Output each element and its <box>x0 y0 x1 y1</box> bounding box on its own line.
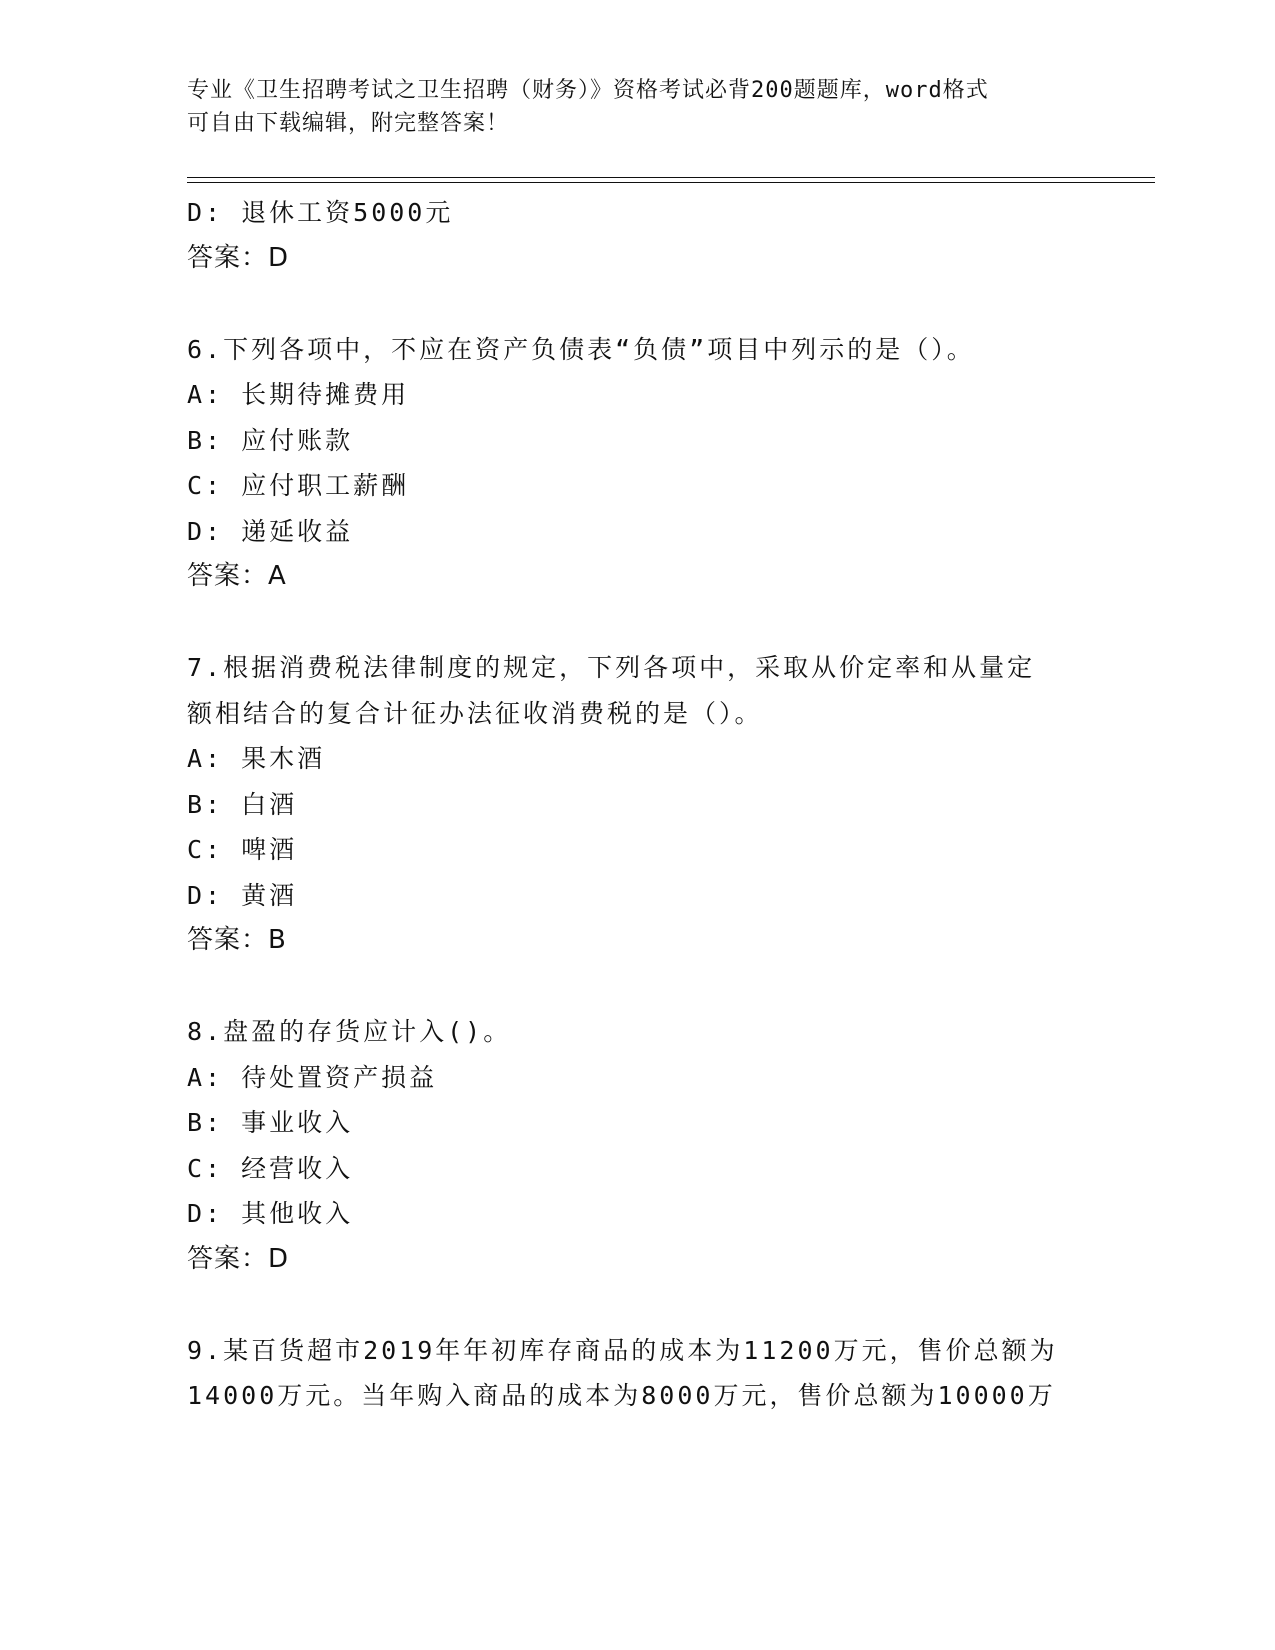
option-b: B: 应付账款 <box>187 425 354 455</box>
option-d: D: 其他收入 <box>187 1199 354 1228</box>
question-stem: 6.下列各项中，不应在资产负债表“负债”项目中列示的是（）。 <box>187 334 975 364</box>
header-line-2: 可自由下载编辑，附完整答案！ <box>187 111 510 136</box>
question-block-8 <box>187 1009 1087 1282</box>
option-c: C: 经营收入 <box>187 1153 354 1183</box>
option-a: A: 待处置资产损益 <box>187 1062 438 1092</box>
option-d: D: 黄酒 <box>187 880 298 910</box>
header-rule-top <box>187 177 1155 178</box>
question-block-6 <box>187 327 1087 600</box>
question-block-9 <box>187 1328 1087 1419</box>
spacer <box>187 964 1087 1010</box>
question-stem: 8.盘盈的存货应计入()。 <box>187 1017 512 1046</box>
spacer <box>187 600 1087 646</box>
answer-line: 答案：A <box>187 561 287 591</box>
document-body <box>187 190 1087 1419</box>
page-header <box>187 74 1087 140</box>
option-b: B: 白酒 <box>187 789 298 819</box>
option-a: A: 果木酒 <box>187 744 326 773</box>
answer-line: 答案：D <box>187 1243 290 1274</box>
option-d: D: 递延收益 <box>187 516 354 546</box>
answer-line: 答案：D <box>187 242 290 273</box>
answer-line: 答案：B <box>187 925 287 955</box>
option-a: A: 长期待摊费用 <box>187 380 410 409</box>
question-stem-line-1: 9.某百货超市2019年年初库存商品的成本为11200万元，售价总额为 <box>187 1335 1058 1365</box>
question-block-5 <box>187 190 1087 281</box>
option-d: D: 退休工资5000元 <box>187 198 454 227</box>
option-b: B: 事业收入 <box>187 1108 354 1137</box>
option-c: C: 应付职工薪酬 <box>187 471 410 500</box>
question-stem-line-1: 7.根据消费税法律制度的规定，下列各项中，采取从价定率和从量定 <box>187 653 1036 682</box>
question-block-7 <box>187 645 1087 964</box>
question-stem-line-2: 14000万元。当年购入商品的成本为8000万元，售价总额为10000万 <box>187 1381 1056 1410</box>
spacer <box>187 1282 1087 1328</box>
question-stem-line-2: 额相结合的复合计征办法征收消费税的是（）。 <box>187 698 763 728</box>
header-line-1: 专业《卫生招聘考试之卫生招聘（财务）》资格考试必背200题题库，word格式 <box>187 78 989 103</box>
spacer <box>187 281 1087 327</box>
option-c: C: 啤酒 <box>187 835 298 864</box>
header-rule-bottom <box>187 182 1155 183</box>
